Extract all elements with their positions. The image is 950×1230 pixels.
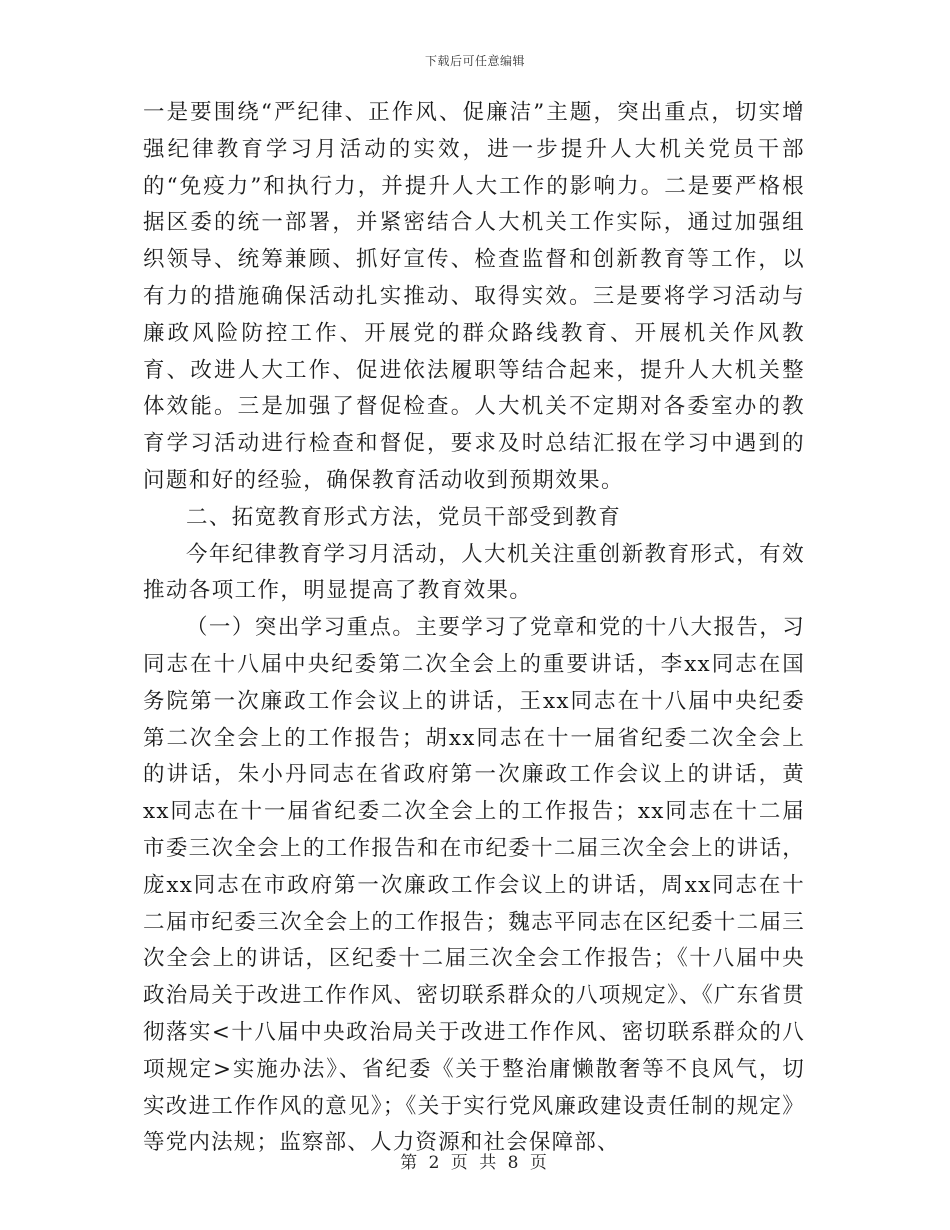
page-number: 第 2 页 共 8 页: [400, 1153, 550, 1173]
paragraph-1: 一是要围绕“严纪律、正作风、促廉洁”主题，突出重点，切实增强纪律教育学习月活动的实效，进一步提升人大机关党员干部的“免疫力”和执行力，并提升人大工作的影响力。二是要严格根据区委的统一部署，并紧密结合人大机关工作实际，通过加强组织领导、统筹兼顾、抓好宣传、检查监督和创新教育等工作，以有力的措施确保活动扎实推动、取得实效。三是要将学习活动与廉政风险防控工作、开展党的群众路线教育、开展机关作风教育、改进人大工作、促进依法履职等结合起来，提升人大机关整体效能。三是加强了督促检查。人大机关不定期对各委室办的教育学习活动进行检查和督促，要求及时总结汇报在学习中遇到的问题和好的经验，确保教育活动收到预期效果。: [143, 100, 805, 493]
paragraph-3: （一）突出学习重点。主要学习了党章和党的十八大报告，习同志在十八届中央纪委第二次全会上的重要讲话，李xx同志在国务院第一次廉政工作会议上的讲话，王xx同志在十八届中央纪委第二次全会上的工作报告；胡xx同志在十一届省纪委二次全会上的讲话，朱小丹同志在省政府第一次廉政工作会议上的讲话，黄xx同志在十一届省纪委二次全会上的工作报告；xx同志在十二届市委三次全会上的工作报告和在市纪委十二届三次全会上的讲话，庞xx同志在市政府第一次廉政工作会议上的讲话，周xx同志在十二届市纪委三次全会上的工作报告；魏志平同志在区纪委十二届三次全会上的讲话，区纪委十二届三次全会工作报告；《十八届中央政治局关于改进工作作风、密切联系群众的八项规定》、《广东省贯彻落实<十八届中央政治局关于改进工作作风、密切联系群众的八项规定>实施办法》、省纪委《关于整治庸懒散奢等不良风气，切实改进工作作风的意见》；《关于实行党风廉政建设责任制的规定》等党内法规；监察部、人力资源和社会保障部、: [143, 615, 805, 1156]
section-heading: 二、拓宽教育形式方法，党员干部受到教育: [186, 504, 622, 530]
page-header: 下载后可任意编辑: [424, 54, 525, 68]
paragraph-2: 今年纪律教育学习月活动，人大机关注重创新教育形式，有效推动各项工作，明显提高了教育效果。: [143, 541, 805, 604]
document-body: [143, 95, 805, 1162]
